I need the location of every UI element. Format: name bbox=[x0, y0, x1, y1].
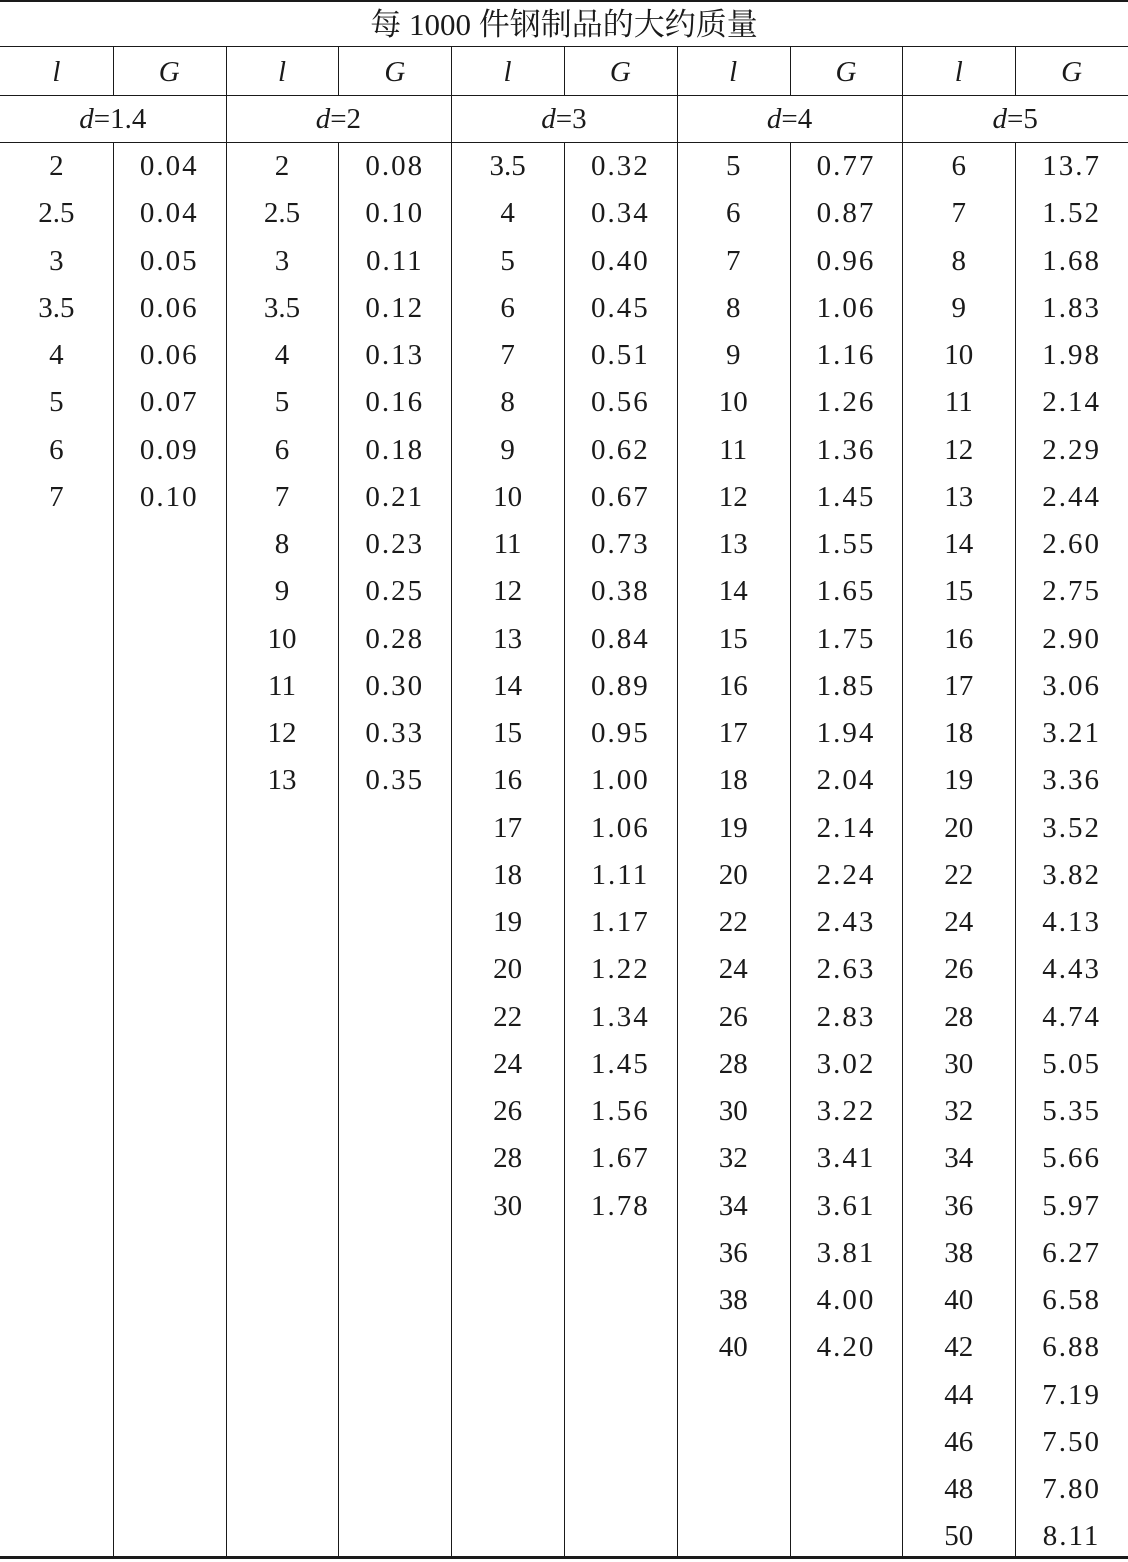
length-cell: 20 bbox=[493, 953, 523, 986]
diameter-label bbox=[451, 105, 677, 134]
mass-cell: 0.96 bbox=[816, 244, 876, 277]
length-cell: 38 bbox=[944, 1236, 974, 1269]
length-cell: 18 bbox=[718, 764, 748, 797]
length-cell: 6 bbox=[49, 433, 64, 466]
length-cell: 2.5 bbox=[38, 197, 75, 230]
length-cell: 34 bbox=[944, 1142, 974, 1175]
mass-cell: 2.44 bbox=[1042, 480, 1101, 513]
length-cell: 13 bbox=[718, 528, 748, 560]
mass-cell: 2.04 bbox=[816, 764, 876, 797]
mass-cell: 0.04 bbox=[139, 197, 199, 230]
length-cell: 10 bbox=[493, 480, 523, 513]
mass-cell: 0.84 bbox=[591, 622, 650, 655]
mass-cell: 6.27 bbox=[1042, 1236, 1101, 1269]
length-cell: 14 bbox=[944, 528, 974, 560]
mass-cell: 2.90 bbox=[1042, 622, 1101, 655]
mass-cell: 0.67 bbox=[591, 480, 650, 513]
mass-cell: 2.14 bbox=[816, 811, 876, 844]
length-cell: 8 bbox=[725, 291, 741, 324]
length-cell: 7 bbox=[500, 339, 515, 371]
mass-cell: 1.68 bbox=[1042, 244, 1101, 277]
length-cell: 30 bbox=[944, 1047, 974, 1080]
length-cell: 26 bbox=[493, 1095, 523, 1127]
mass-cell: 0.12 bbox=[365, 291, 425, 324]
length-cell: 16 bbox=[718, 669, 748, 702]
mass-cell: 1.00 bbox=[591, 764, 650, 797]
mass-cell: 0.40 bbox=[591, 244, 650, 277]
length-cell: 8 bbox=[274, 528, 290, 560]
length-cell: 6 bbox=[500, 291, 515, 324]
mass-cell: 2.29 bbox=[1042, 433, 1101, 466]
group-divider bbox=[451, 47, 452, 1557]
length-cell: 19 bbox=[718, 811, 748, 844]
mass-cell: 1.75 bbox=[816, 622, 876, 655]
table-title: 每 1000 件钢制品的大约质量 bbox=[370, 7, 758, 42]
length-cell: 22 bbox=[944, 858, 974, 891]
mass-cell: 1.56 bbox=[591, 1095, 650, 1127]
length-cell: 11 bbox=[493, 528, 522, 560]
mass-cell: 1.22 bbox=[591, 953, 650, 986]
column-header-l: l bbox=[503, 56, 512, 88]
diameter-value: =1.4 bbox=[93, 103, 147, 135]
col-divider bbox=[564, 143, 565, 1557]
mass-cell: 4.43 bbox=[1042, 953, 1101, 986]
length-cell: 4 bbox=[500, 197, 515, 230]
column-header-l: l bbox=[954, 56, 963, 88]
column-header-l: l bbox=[52, 56, 61, 88]
length-cell: 8 bbox=[500, 386, 515, 419]
mass-cell: 0.34 bbox=[591, 197, 650, 230]
mass-cell: 0.33 bbox=[365, 717, 425, 749]
length-cell: 12 bbox=[493, 575, 523, 608]
length-cell: 24 bbox=[944, 906, 974, 938]
mass-cell: 0.73 bbox=[591, 528, 650, 560]
mass-cell: 0.04 bbox=[139, 150, 199, 182]
header-rule bbox=[0, 95, 1128, 96]
mass-cell: 2.63 bbox=[816, 953, 876, 986]
length-cell: 5 bbox=[49, 386, 64, 419]
mass-cell: 0.87 bbox=[816, 197, 876, 230]
length-cell: 20 bbox=[944, 811, 974, 844]
mass-cell: 0.06 bbox=[139, 339, 199, 371]
mass-cell: 7.80 bbox=[1042, 1473, 1101, 1505]
diameter-value: =3 bbox=[555, 103, 587, 135]
length-cell: 9 bbox=[951, 291, 967, 324]
length-cell: 2.5 bbox=[263, 197, 301, 230]
length-cell: 48 bbox=[944, 1473, 974, 1505]
col-divider bbox=[113, 143, 114, 1557]
mass-cell: 1.17 bbox=[591, 906, 650, 938]
mass-cell: 2.60 bbox=[1042, 528, 1101, 560]
length-cell: 3.5 bbox=[38, 291, 75, 324]
mass-cell: 0.30 bbox=[365, 669, 425, 702]
length-cell: 30 bbox=[718, 1095, 748, 1127]
length-cell: 18 bbox=[944, 717, 974, 749]
diameter-symbol: d bbox=[541, 103, 556, 135]
mass-cell: 0.38 bbox=[591, 575, 650, 608]
length-cell: 36 bbox=[944, 1189, 974, 1222]
length-cell: 8 bbox=[951, 244, 967, 277]
diameter-symbol: d bbox=[992, 103, 1007, 135]
mass-cell: 1.55 bbox=[816, 528, 876, 560]
length-cell: 40 bbox=[718, 1331, 748, 1364]
mass-cell: 1.78 bbox=[591, 1189, 650, 1222]
length-cell: 6 bbox=[951, 150, 967, 182]
group-divider bbox=[226, 47, 227, 1557]
length-cell: 6 bbox=[274, 433, 290, 466]
mass-cell: 1.11 bbox=[591, 858, 650, 891]
length-cell: 24 bbox=[718, 953, 748, 986]
length-cell: 3.5 bbox=[263, 291, 301, 324]
mass-cell: 3.41 bbox=[816, 1142, 876, 1175]
length-cell: 4 bbox=[274, 339, 290, 371]
mass-cell: 0.56 bbox=[591, 386, 650, 419]
mass-cell: 0.45 bbox=[591, 291, 650, 324]
mass-cell: 3.52 bbox=[1042, 811, 1101, 844]
length-cell: 7 bbox=[274, 480, 290, 513]
mass-cell: 8.11 bbox=[1042, 1520, 1101, 1553]
length-cell: 15 bbox=[944, 575, 974, 608]
length-cell: 19 bbox=[944, 764, 974, 797]
column-header-g: G bbox=[384, 56, 406, 88]
header-col-divider bbox=[338, 47, 339, 95]
length-cell: 2 bbox=[274, 150, 290, 182]
mass-cell: 1.45 bbox=[591, 1047, 650, 1080]
length-cell: 5 bbox=[725, 150, 741, 182]
mass-cell: 0.13 bbox=[365, 339, 425, 371]
length-cell: 50 bbox=[944, 1520, 974, 1553]
diameter-label bbox=[0, 105, 226, 134]
header-col-divider bbox=[564, 47, 565, 95]
diameter-label bbox=[902, 105, 1128, 134]
length-cell: 16 bbox=[493, 764, 523, 797]
length-cell: 7 bbox=[951, 197, 967, 230]
mass-cell: 1.83 bbox=[1042, 291, 1101, 324]
mass-cell: 0.28 bbox=[365, 622, 425, 655]
length-cell: 14 bbox=[718, 575, 748, 608]
length-cell: 40 bbox=[944, 1284, 974, 1316]
length-cell: 15 bbox=[493, 717, 523, 749]
length-cell: 4 bbox=[49, 339, 64, 371]
length-cell: 17 bbox=[944, 669, 974, 702]
diameter-value: =2 bbox=[330, 103, 362, 135]
mass-cell: 7.50 bbox=[1042, 1425, 1101, 1458]
mass-cell: 1.65 bbox=[816, 575, 876, 608]
mass-cell: 3.21 bbox=[1042, 717, 1101, 749]
length-cell: 13 bbox=[944, 480, 974, 513]
column-header-g: G bbox=[609, 56, 631, 88]
length-cell: 34 bbox=[718, 1189, 748, 1222]
mass-cell: 1.36 bbox=[816, 433, 876, 466]
length-cell: 19 bbox=[493, 906, 523, 938]
length-cell: 11 bbox=[719, 433, 748, 466]
top-rule bbox=[0, 0, 1128, 2]
mass-cell: 3.02 bbox=[816, 1047, 876, 1080]
length-cell: 6 bbox=[725, 197, 741, 230]
mass-cell: 0.21 bbox=[365, 480, 425, 513]
mass-cell: 4.13 bbox=[1042, 906, 1101, 938]
diameter-label bbox=[677, 105, 903, 134]
mass-cell: 0.05 bbox=[139, 244, 199, 277]
mass-cell: 0.32 bbox=[591, 150, 650, 182]
length-cell: 42 bbox=[944, 1331, 974, 1364]
mass-cell: 0.51 bbox=[591, 339, 650, 371]
length-cell: 12 bbox=[944, 433, 974, 466]
mass-cell: 0.23 bbox=[365, 528, 425, 560]
mass-cell: 1.98 bbox=[1042, 339, 1101, 371]
mass-cell: 0.35 bbox=[365, 764, 425, 797]
length-cell: 10 bbox=[267, 622, 297, 655]
length-cell: 3 bbox=[274, 244, 290, 277]
mass-cell: 0.10 bbox=[139, 480, 199, 513]
mass-cell: 1.45 bbox=[816, 480, 876, 513]
mass-cell: 0.25 bbox=[365, 575, 425, 608]
length-cell: 10 bbox=[944, 339, 974, 371]
length-cell: 17 bbox=[493, 811, 523, 844]
length-cell: 20 bbox=[718, 858, 748, 891]
length-cell: 24 bbox=[493, 1047, 523, 1080]
mass-cell: 0.10 bbox=[365, 197, 425, 230]
mass-cell: 0.18 bbox=[365, 433, 425, 466]
mass-cell: 5.05 bbox=[1042, 1047, 1101, 1080]
length-cell: 9 bbox=[500, 433, 515, 466]
col-divider bbox=[1015, 143, 1016, 1557]
length-cell: 22 bbox=[718, 906, 748, 938]
length-cell: 3.5 bbox=[489, 150, 526, 182]
length-cell: 13 bbox=[493, 622, 523, 655]
length-cell: 10 bbox=[718, 386, 748, 419]
length-cell: 32 bbox=[944, 1095, 974, 1127]
col-divider bbox=[790, 143, 791, 1557]
length-cell: 30 bbox=[493, 1189, 523, 1222]
mass-cell: 2.14 bbox=[1042, 386, 1101, 419]
mass-cell: 2.43 bbox=[816, 906, 876, 938]
diameter-value: =5 bbox=[1007, 103, 1038, 135]
diameter-symbol: d bbox=[79, 103, 94, 135]
length-cell: 46 bbox=[944, 1425, 974, 1458]
mass-cell: 3.61 bbox=[816, 1189, 876, 1222]
mass-cell: 0.16 bbox=[365, 386, 425, 419]
mass-cell: 0.11 bbox=[365, 244, 424, 277]
group-divider bbox=[902, 47, 903, 1557]
mass-cell: 0.09 bbox=[139, 433, 199, 466]
mass-cell: 4.20 bbox=[816, 1331, 876, 1364]
mass-cell: 1.16 bbox=[816, 339, 876, 371]
mass-cell: 0.07 bbox=[139, 386, 199, 419]
length-cell: 16 bbox=[944, 622, 974, 655]
length-cell: 38 bbox=[718, 1284, 748, 1316]
header-col-divider bbox=[790, 47, 791, 95]
length-cell: 36 bbox=[718, 1236, 748, 1269]
length-cell: 11 bbox=[944, 386, 973, 419]
length-cell: 9 bbox=[274, 575, 290, 608]
column-header-g: G bbox=[158, 56, 180, 88]
mass-cell: 0.08 bbox=[365, 150, 425, 182]
length-cell: 28 bbox=[718, 1047, 748, 1080]
mass-cell: 13.7 bbox=[1042, 150, 1101, 182]
mass-cell: 7.19 bbox=[1042, 1378, 1101, 1411]
diameter-label bbox=[226, 105, 452, 134]
length-cell: 5 bbox=[274, 386, 290, 419]
mass-cell: 3.36 bbox=[1042, 764, 1101, 797]
length-cell: 5 bbox=[500, 244, 515, 277]
length-cell: 9 bbox=[725, 339, 741, 371]
mass-cell: 5.66 bbox=[1042, 1142, 1101, 1175]
mass-cell: 1.94 bbox=[816, 717, 876, 749]
mass-cell: 3.81 bbox=[816, 1236, 876, 1269]
mass-cell: 5.35 bbox=[1042, 1095, 1101, 1127]
mass-cell: 0.62 bbox=[591, 433, 650, 466]
mass-cell: 1.06 bbox=[591, 811, 650, 844]
mass-cell: 1.34 bbox=[591, 1000, 650, 1033]
group-divider bbox=[677, 47, 678, 1557]
mass-cell: 1.06 bbox=[816, 291, 876, 324]
mass-cell: 2.83 bbox=[816, 1000, 876, 1033]
length-cell: 2 bbox=[49, 150, 64, 182]
length-cell: 7 bbox=[49, 480, 64, 513]
mass-cell: 0.06 bbox=[139, 291, 199, 324]
length-cell: 11 bbox=[268, 669, 296, 702]
column-header-g: G bbox=[835, 56, 857, 88]
length-cell: 26 bbox=[944, 953, 974, 986]
diameter-value: =4 bbox=[781, 103, 813, 135]
length-cell: 26 bbox=[718, 1000, 748, 1033]
col-divider bbox=[338, 143, 339, 1557]
mass-cell: 5.97 bbox=[1042, 1189, 1101, 1222]
mass-cell: 2.75 bbox=[1042, 575, 1101, 608]
length-cell: 15 bbox=[718, 622, 748, 655]
mass-cell: 1.85 bbox=[816, 669, 876, 702]
mass-cell: 3.22 bbox=[816, 1095, 876, 1127]
mass-cell: 0.89 bbox=[591, 669, 650, 702]
length-cell: 28 bbox=[944, 1000, 974, 1033]
length-cell: 44 bbox=[944, 1378, 974, 1411]
mass-cell: 6.58 bbox=[1042, 1284, 1101, 1316]
mass-cell: 4.00 bbox=[816, 1284, 876, 1316]
mass-cell: 0.95 bbox=[591, 717, 650, 749]
mass-cell: 6.88 bbox=[1042, 1331, 1101, 1364]
length-cell: 13 bbox=[267, 764, 297, 797]
length-cell: 17 bbox=[718, 717, 748, 749]
length-cell: 14 bbox=[493, 669, 523, 702]
mass-cell: 2.24 bbox=[816, 858, 876, 891]
header-col-divider bbox=[113, 47, 114, 95]
length-cell: 7 bbox=[725, 244, 741, 277]
column-header-l: l bbox=[277, 56, 287, 88]
length-cell: 3 bbox=[49, 244, 64, 277]
length-cell: 12 bbox=[267, 717, 297, 749]
mass-cell: 1.67 bbox=[591, 1142, 650, 1175]
mass-cell: 4.74 bbox=[1042, 1000, 1101, 1033]
mass-cell: 3.82 bbox=[1042, 858, 1101, 891]
mass-cell: 1.52 bbox=[1042, 197, 1101, 230]
mass-cell: 3.06 bbox=[1042, 669, 1101, 702]
length-cell: 18 bbox=[493, 858, 523, 891]
length-cell: 28 bbox=[493, 1142, 523, 1175]
column-header-l: l bbox=[729, 56, 738, 88]
length-cell: 22 bbox=[493, 1000, 523, 1033]
length-cell: 12 bbox=[718, 480, 748, 513]
length-cell: 32 bbox=[718, 1142, 748, 1175]
mass-cell: 1.26 bbox=[816, 386, 876, 419]
header-col-divider bbox=[1015, 47, 1016, 95]
diameter-symbol: d bbox=[766, 103, 782, 135]
diameter-symbol: d bbox=[315, 103, 331, 135]
column-header-g: G bbox=[1061, 56, 1083, 88]
mass-cell: 0.77 bbox=[816, 150, 876, 182]
